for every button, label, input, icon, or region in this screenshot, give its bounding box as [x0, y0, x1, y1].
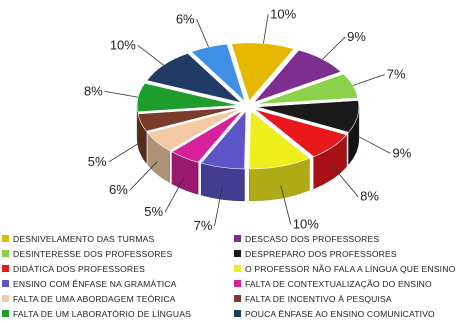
legend-label: FALTA DE UMA ABORDAGEM TEÓRICA: [13, 293, 176, 304]
slice-pct-label: 10%: [292, 216, 319, 230]
legend-swatch: [234, 310, 241, 317]
label-leader-line: [263, 14, 268, 43]
label-leader-line: [333, 166, 359, 197]
slice-pct-label: 7%: [193, 218, 213, 230]
legend-label: DESINTERESSE DOS PROFESSORES: [13, 248, 173, 259]
legend-swatch: [234, 265, 241, 272]
legend-item: [2, 277, 234, 290]
legend-item: [2, 247, 234, 260]
legend-item: [234, 247, 472, 260]
slice-pct-label: 10%: [109, 37, 136, 53]
legend-item: [2, 232, 234, 245]
slice-pct-label: 5%: [144, 204, 164, 220]
legend-item: [234, 292, 472, 305]
label-leader-line: [323, 37, 346, 59]
slice-pct-label: 9%: [347, 28, 366, 44]
chart-legend: [2, 232, 472, 320]
legend-swatch: [2, 310, 9, 317]
legend-item: [2, 262, 234, 275]
slice-pct-label: 8%: [83, 83, 103, 99]
legend-label: DIDÁTICA DOS PROFESSORES: [13, 263, 146, 274]
label-leader-line: [197, 19, 209, 47]
label-leader-line: [105, 91, 138, 97]
label-leader-line: [353, 75, 385, 86]
legend-label: DESPREPARO DOS PROFESSORES: [245, 248, 397, 259]
slice-pct-label: 6%: [175, 11, 195, 27]
legend-swatch: [2, 280, 9, 287]
legend-item: [2, 307, 234, 320]
slice-pct-label: 8%: [360, 188, 379, 204]
label-leader-line: [109, 142, 141, 162]
legend-item: [234, 277, 472, 290]
legend-item: [234, 262, 472, 275]
legend-label: ENSINO COM ÊNFASE NA GRAMÁTICA: [13, 278, 177, 289]
legend-swatch: [234, 280, 241, 287]
legend-swatch: [2, 235, 9, 242]
legend-label: FALTA DE CONTEXTUALIZAÇÃO DO ENSINO: [245, 278, 432, 289]
legend-label: DESNIVELAMENTO DAS TURMAS: [13, 233, 155, 244]
legend-swatch: [2, 250, 9, 257]
legend-label: DESCASO DOS PROFESSORES: [245, 233, 380, 244]
legend-item: [2, 292, 234, 305]
label-leader-line: [130, 162, 157, 191]
legend-label: FALTA DE UM LABORATÓRIO DE LÍNGUAS: [13, 308, 191, 319]
legend-swatch: [234, 295, 241, 302]
legend-swatch: [2, 265, 9, 272]
legend-swatch: [234, 250, 241, 257]
slice-pct-label: 5%: [87, 154, 107, 170]
slice-pct-label: 9%: [392, 145, 412, 161]
legend-item: [234, 232, 472, 245]
label-leader-line: [357, 136, 390, 153]
legend-label: O PROFESSOR NÃO FALA A LÍNGUA QUE ENSINO: [245, 263, 456, 274]
label-leader-line: [138, 45, 164, 65]
slice-pct-label: 10%: [270, 6, 297, 22]
legend-item: [234, 307, 472, 320]
legend-label: FALTA DE INCENTIVO À PESQUISA: [245, 293, 392, 304]
legend-label: POUCA ÊNFASE AO ENSINO COMUNICATIVO: [245, 308, 435, 319]
slice-pct-label: 6%: [109, 182, 128, 198]
slice-pct-label: 7%: [386, 66, 406, 82]
legend-swatch: [234, 235, 241, 242]
legend-swatch: [2, 295, 9, 302]
